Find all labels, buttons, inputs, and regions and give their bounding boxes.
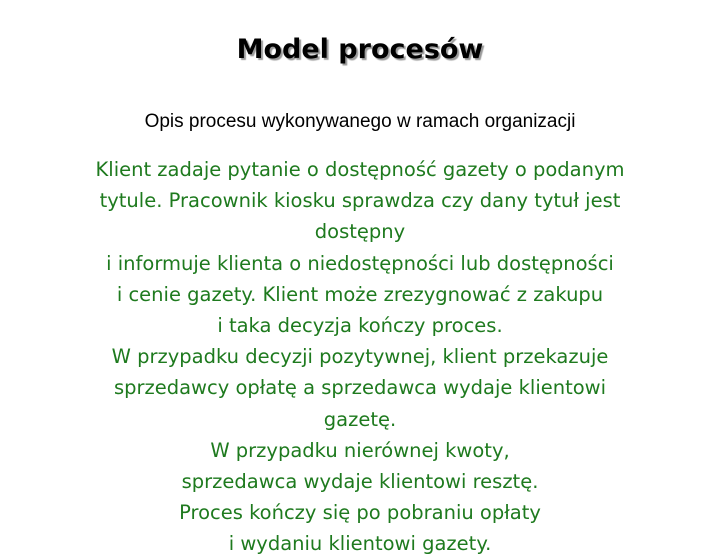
description-line: i informuje klienta o niedostępności lub dostępności xyxy=(106,251,614,275)
description-line: sprzedawcy opłatę a sprzedawca wydaje klientowi xyxy=(113,376,607,400)
description-line: sprzedawca wydaje klientowi resztę. xyxy=(181,470,539,494)
description-line: W przypadku nierównej kwoty, xyxy=(210,438,510,462)
description-line: i wydaniu klientowi gazety. xyxy=(228,532,492,556)
description-line: gazetę. xyxy=(323,407,397,431)
description-line: tytule. Pracownik kiosku sprawdza czy dany tytuł jest xyxy=(99,189,621,213)
slide-subtitle: Opis procesu wykonywanego w ramach organizacji xyxy=(144,111,576,132)
description-line: dostępny xyxy=(314,220,406,244)
process-description xyxy=(10,154,710,560)
description-line: W przypadku decyzji pozytywnej, klient przekazuje xyxy=(111,345,609,369)
description-line: Klient zadaje pytanie o dostępność gazety o podanym xyxy=(95,158,625,181)
description-line: Proces kończy się po pobraniu opłaty xyxy=(179,501,541,525)
description-line: i taka decyzja kończy proces. xyxy=(217,314,503,338)
description-line: i cenie gazety. Klient może zrezygnować z zakupu xyxy=(116,282,604,306)
slide-title: Model procesów xyxy=(236,34,484,65)
